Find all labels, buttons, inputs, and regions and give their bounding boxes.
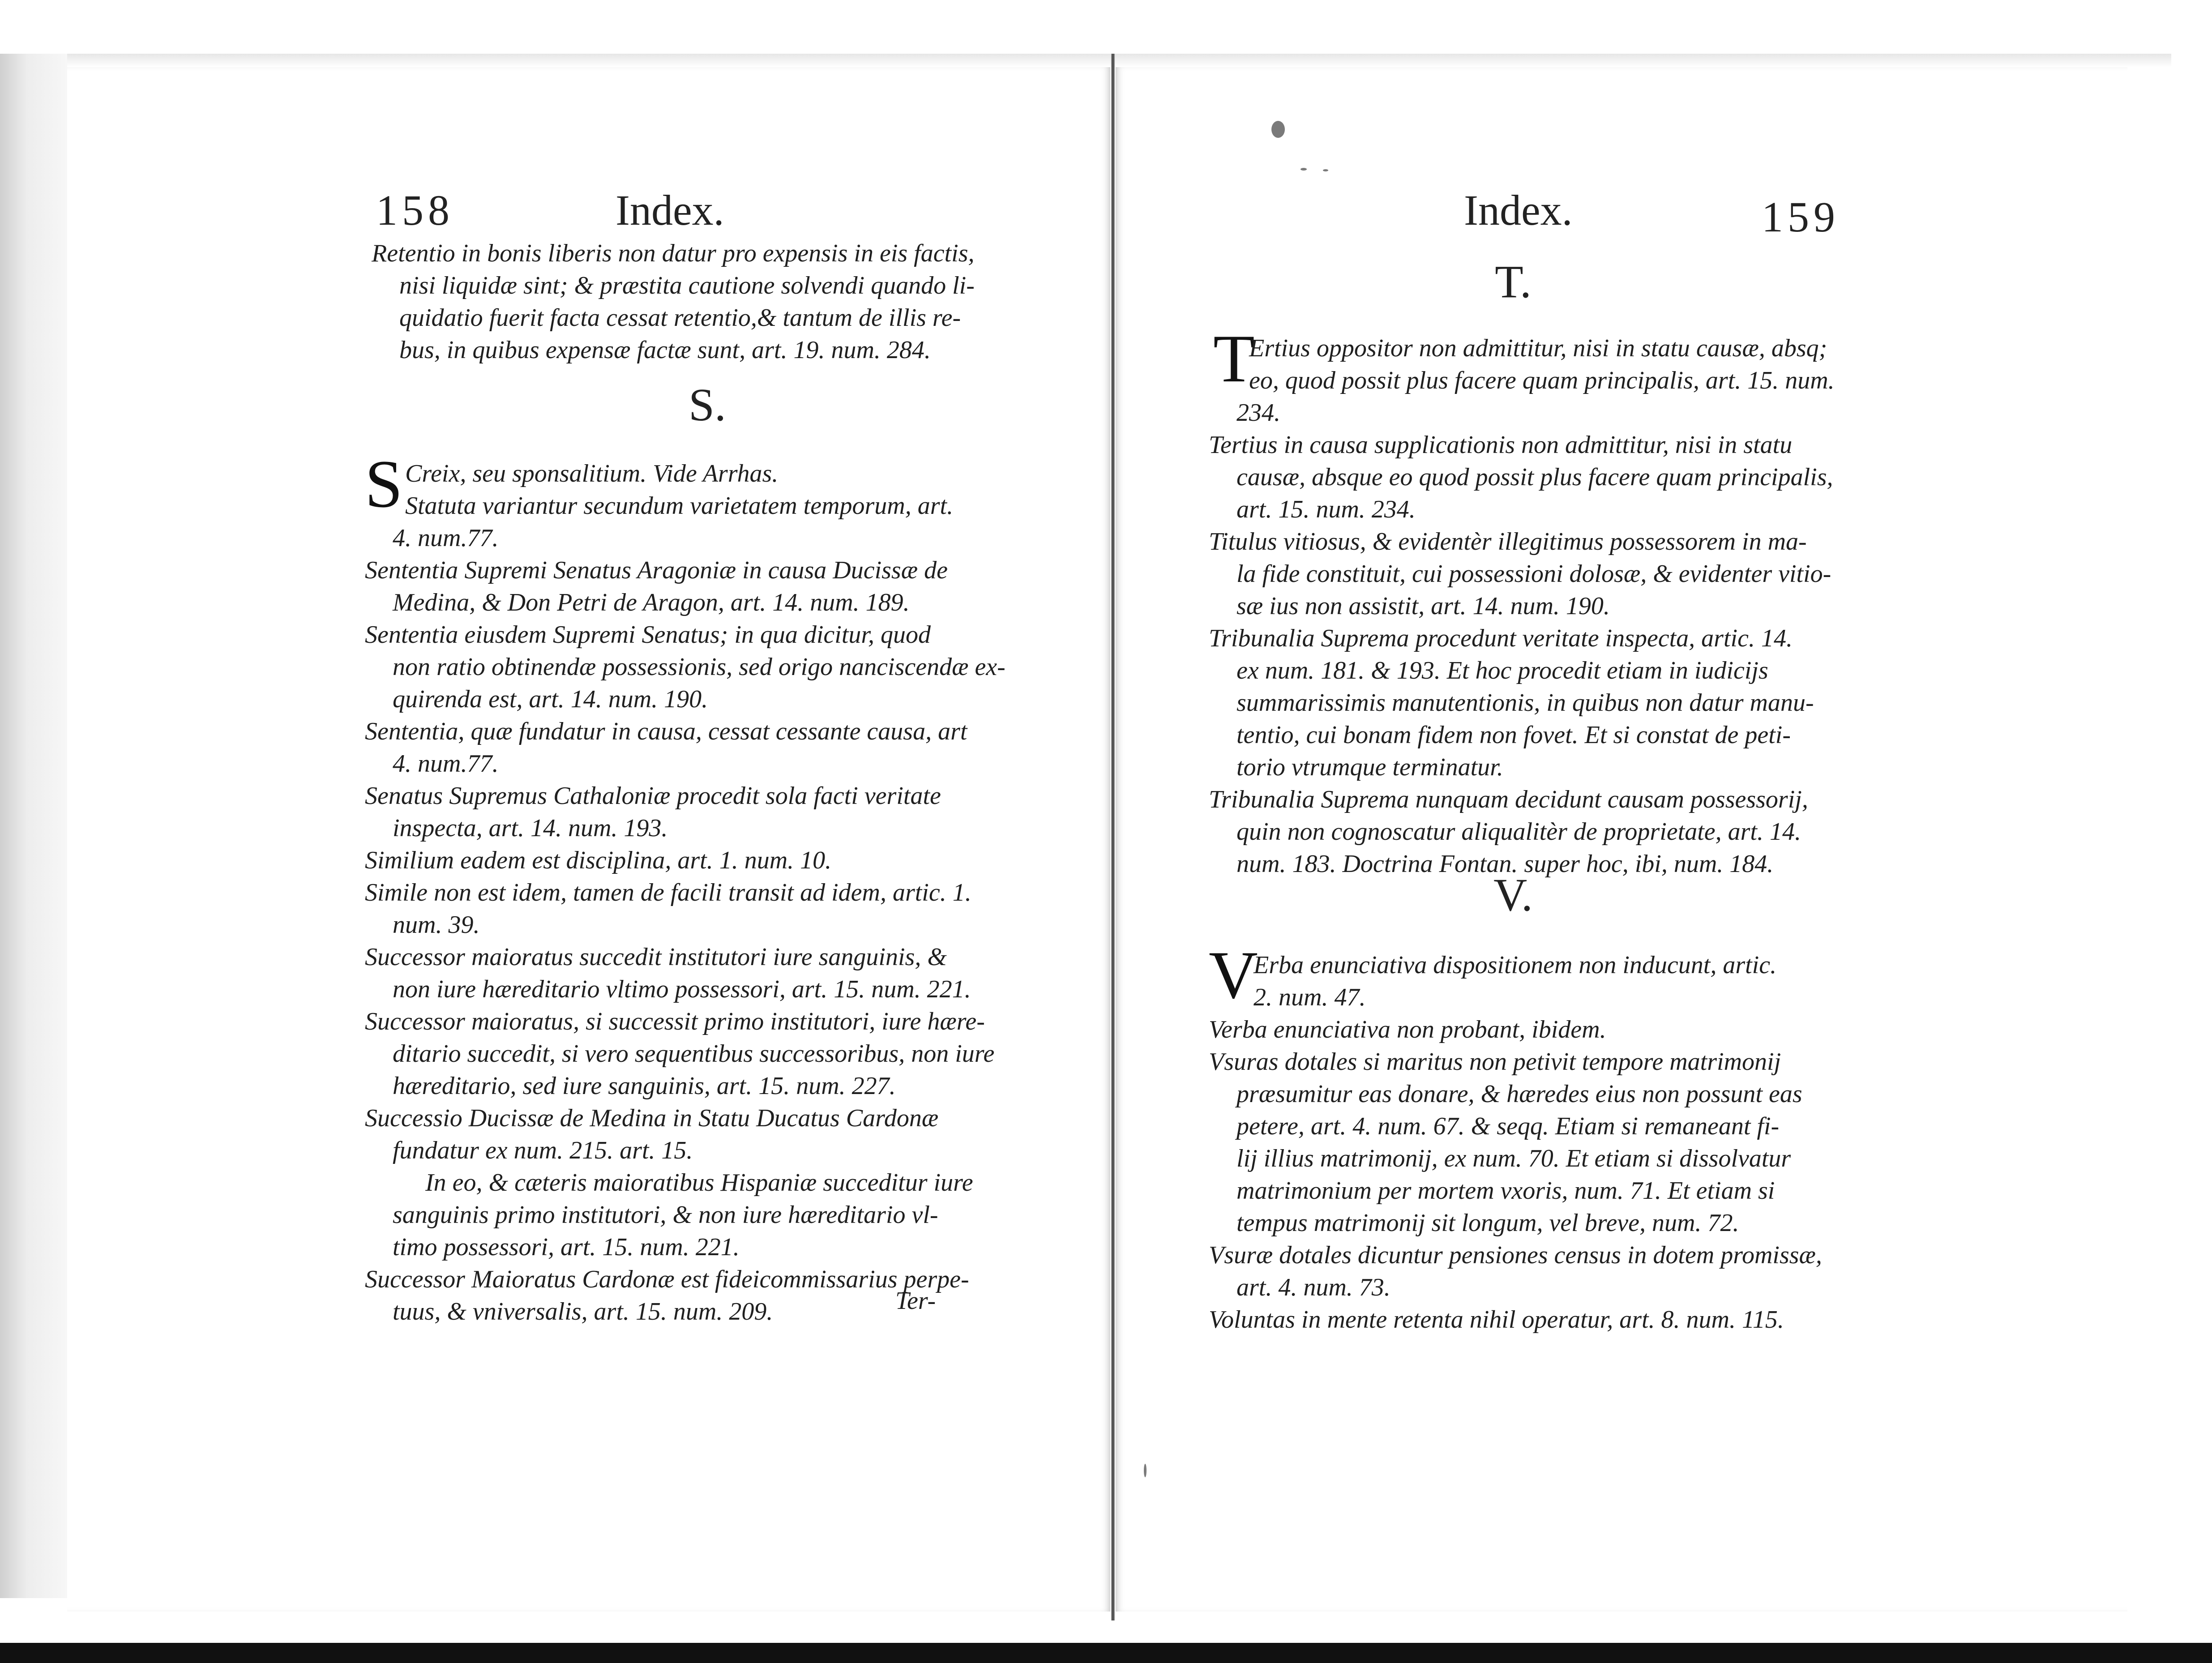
index-entry bbox=[365, 715, 1027, 780]
entry-line: Vsuras dotales si maritus non petivit tempore matrimonij bbox=[1209, 1048, 1781, 1076]
entry-line: sæ ius non assistit, art. 14. num. 190. bbox=[1236, 592, 1610, 620]
entry-line: Tribunalia Suprema procedunt veritate inspecta, artic. 14. bbox=[1209, 624, 1793, 652]
entry-line: Tribunalia Suprema nunquam decidunt causam possessorij, bbox=[1209, 786, 1808, 813]
scan-left-edge bbox=[0, 54, 67, 1598]
entry-line: Tertius in causa supplicationis non admittitur, nisi in statu bbox=[1209, 431, 1793, 459]
paper-speck bbox=[1301, 168, 1307, 171]
entry-line: matrimonium per mortem vxoris, num. 71. Et etiam si bbox=[1236, 1177, 1775, 1205]
entry-line: non iure hæreditario vltimo possessori, art. 15. num. 221. bbox=[393, 975, 971, 1003]
entry-line: art. 15. num. 234. bbox=[1236, 496, 1416, 523]
entry-line: petere, art. 4. num. 67. & seqq. Etiam si remaneant fi- bbox=[1236, 1112, 1780, 1140]
entry-line: nisi liquidæ sint; & præstita cautione solvendi quando li- bbox=[399, 272, 975, 299]
index-entry bbox=[365, 780, 1027, 844]
index-entry bbox=[1209, 1304, 1871, 1336]
entry-line: num. 39. bbox=[393, 911, 480, 939]
right-t-entries bbox=[1209, 397, 1871, 880]
index-entry bbox=[365, 554, 1027, 619]
entry-line: hæreditario, sed iure sanguinis, art. 15. num. 227. bbox=[393, 1072, 896, 1100]
right-page-number: 159 bbox=[1762, 193, 1840, 241]
index-entry bbox=[365, 522, 1027, 554]
index-entry bbox=[1209, 429, 1871, 526]
catchword: Ter- bbox=[895, 1287, 936, 1315]
left-page-number: 158 bbox=[376, 186, 454, 234]
entry-line: Sententia eiusdem Supremi Senatus; in qua dicitur, quod bbox=[365, 621, 931, 649]
entry-line: Sententia Supremi Senatus Aragoniæ in causa Ducissæ de bbox=[365, 556, 948, 584]
index-entry bbox=[365, 844, 1027, 876]
index-entry bbox=[1209, 397, 1871, 429]
entry-line: Successor maioratus, si successit primo institutori, iure hære- bbox=[365, 1008, 985, 1035]
entry-line: Voluntas in mente retenta nihil operatur, art. 8. num. 115. bbox=[1209, 1306, 1784, 1334]
entry-line: quin non cognoscatur aliqualitèr de proprietate, art. 14. bbox=[1236, 818, 1801, 846]
entry-line: num. 183. Doctrina Fontan. super hoc, ibi, num. 184. bbox=[1236, 850, 1774, 878]
index-entry bbox=[1209, 622, 1871, 783]
entry-line: 4. num.77. bbox=[393, 524, 499, 552]
entry-line: Successio Ducissæ de Medina in Statu Ducatus Cardonæ bbox=[365, 1104, 939, 1132]
index-entry bbox=[365, 1005, 1027, 1102]
section-letter-s: S. bbox=[689, 379, 726, 431]
entry-line: Ertius oppositor non admittitur, nisi in statu causæ, absq; bbox=[1249, 334, 1827, 362]
entry-line: sanguinis primo institutori, & non iure hæreditario vl- bbox=[393, 1201, 938, 1229]
entry-line: Retentio in bonis liberis non datur pro expensis in eis factis, bbox=[372, 239, 975, 267]
left-header-title: Index. bbox=[616, 186, 724, 234]
entry-line: Sententia, quæ fundatur in causa, cessat cessante causa, art bbox=[365, 718, 967, 745]
index-entry bbox=[1209, 1046, 1871, 1239]
index-entry bbox=[1209, 1239, 1871, 1304]
entry-line: summarissimis manutentionis, in quibus non datur manu- bbox=[1236, 689, 1814, 717]
index-entry bbox=[1209, 526, 1871, 622]
book-gutter bbox=[1111, 54, 1115, 1620]
index-entry bbox=[365, 876, 1027, 941]
right-header-title: Index. bbox=[1464, 186, 1573, 234]
entry-line: In eo, & cæteris maioratibus Hispaniæ succeditur iure bbox=[425, 1169, 973, 1197]
entry-line: Statuta variantur secundum varietatem temporum, art. bbox=[405, 492, 954, 520]
index-entry bbox=[1209, 783, 1871, 880]
entry-line: Erba enunciativa dispositionem non inducunt, artic. bbox=[1254, 951, 1777, 979]
drop-cap-s: S bbox=[365, 446, 403, 522]
entry-line: causæ, absque eo quod possit plus facere quam principalis, bbox=[1236, 463, 1833, 491]
entry-line: torio vtrumque terminatur. bbox=[1236, 753, 1503, 781]
paper-speck bbox=[1271, 121, 1285, 138]
scan-bottom-band bbox=[0, 1643, 2212, 1663]
entry-line: Creix, seu sponsalitium. Vide Arrhas. bbox=[405, 460, 779, 487]
entry-line: quirenda est, art. 14. num. 190. bbox=[393, 685, 708, 713]
entry-line: præsumitur eas donare, & hæredes eius non possunt eas bbox=[1236, 1080, 1802, 1108]
entry-line: 234. bbox=[1236, 399, 1280, 427]
left-s-entries bbox=[365, 522, 1027, 1328]
entry-line: 2. num. 47. bbox=[1254, 983, 1366, 1011]
entry-line: Medina, & Don Petri de Aragon, art. 14. num. 189. bbox=[393, 589, 910, 616]
entry-line: Titulus vitiosus, & evidentèr illegitimus possessorem in ma- bbox=[1209, 528, 1807, 556]
paper-speck bbox=[1144, 1464, 1147, 1477]
entry-line: Vsuræ dotales dicuntur pensiones census in dotem promissæ, bbox=[1209, 1241, 1822, 1269]
entry-line: eo, quod possit plus facere quam principalis, art. 15. num. bbox=[1249, 367, 1835, 394]
entry-line: bus, in quibus expensæ factæ sunt, art. 19. num. 284. bbox=[399, 336, 931, 364]
entry-line: lij illius matrimonij, ex num. 70. Et etiam si dissolvatur bbox=[1236, 1145, 1791, 1172]
left-s-entry-first bbox=[405, 457, 1032, 522]
index-entry bbox=[365, 619, 1027, 715]
entry-line: Successor maioratus succedit institutori iure sanguinis, & bbox=[365, 943, 947, 971]
right-v-entry-first bbox=[1254, 949, 1880, 1013]
entry-line: non ratio obtinendæ possessionis, sed origo nanciscendæ ex- bbox=[393, 653, 1005, 681]
entry-line: tentio, cui bonam fidem non fovet. Et si constat de peti- bbox=[1236, 721, 1791, 749]
scan-top-edge bbox=[67, 54, 2171, 67]
entry-line: timo possessori, art. 15. num. 221. bbox=[393, 1233, 740, 1261]
entry-line: quidatio fuerit facta cessat retentio,& tantum de illis re- bbox=[399, 304, 961, 332]
entry-line: 4. num.77. bbox=[393, 750, 499, 778]
index-entry bbox=[365, 1102, 1027, 1167]
right-v-entries bbox=[1209, 1013, 1871, 1336]
entry-line: Verba enunciativa non probant, ibidem. bbox=[1209, 1016, 1606, 1043]
entry-line: art. 4. num. 73. bbox=[1236, 1274, 1391, 1301]
entry-line: Successor Maioratus Cardonæ est fideicommissarius perpe- bbox=[365, 1265, 969, 1293]
entry-line: Similium eadem est disciplina, art. 1. num. 10. bbox=[365, 846, 832, 874]
paper-speck bbox=[1323, 169, 1328, 171]
index-entry bbox=[1209, 1013, 1871, 1046]
index-paragraph bbox=[365, 1167, 1027, 1263]
right-t-entry-first bbox=[1249, 332, 1876, 397]
entry-line: ditario succedit, si vero sequentibus successoribus, non iure bbox=[393, 1040, 995, 1068]
entry-line: la fide constituit, cui possessioni dolosæ, & evidenter vitio- bbox=[1236, 560, 1831, 588]
left-opening-entry bbox=[372, 237, 1021, 366]
entry-line: Senatus Supremus Cathaloniæ procedit sola facti veritate bbox=[365, 782, 941, 810]
entry-line: ex num. 181. & 193. Et hoc procedit etiam in iudicijs bbox=[1236, 657, 1768, 684]
drop-cap-t: T bbox=[1213, 321, 1255, 396]
entry-line: inspecta, art. 14. num. 193. bbox=[393, 814, 668, 842]
section-letter-v: V. bbox=[1493, 869, 1533, 921]
entry-line: tuus, & vniversalis, art. 15. num. 209. bbox=[393, 1298, 773, 1325]
entry-line: tempus matrimonij sit longum, vel breve, num. 72. bbox=[1236, 1209, 1739, 1237]
entry-line: Simile non est idem, tamen de facili transit ad idem, artic. 1. bbox=[365, 879, 971, 906]
drop-cap-v: V bbox=[1209, 937, 1258, 1013]
entry-line: fundatur ex num. 215. art. 15. bbox=[393, 1137, 693, 1164]
section-letter-t: T. bbox=[1495, 256, 1532, 308]
index-entry bbox=[365, 941, 1027, 1005]
